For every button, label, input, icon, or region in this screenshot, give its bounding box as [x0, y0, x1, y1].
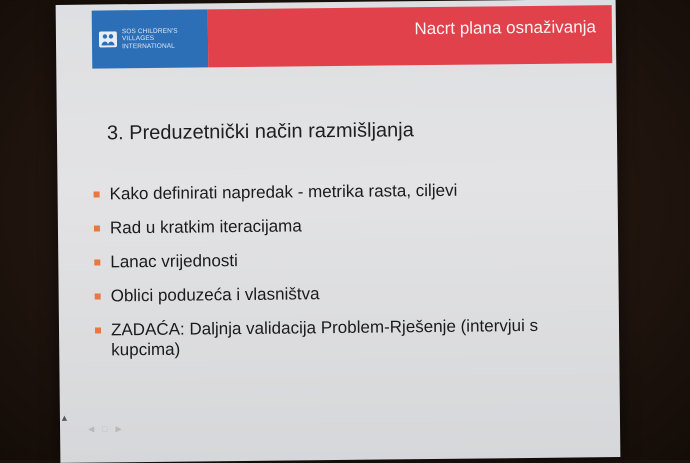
list-item — [95, 281, 595, 306]
logo-line-3: INTERNATIONAL — [122, 42, 175, 51]
header-band — [208, 5, 613, 67]
bullet-text: ZADAĆA: Daljnja validacija Problem-Rješenje (intervjui s kupcima) — [110, 315, 539, 360]
bullet-text: Rad u kratkim iteracijama — [109, 216, 302, 238]
presentation-slide — [56, 0, 621, 463]
slide-heading: 3. Preduzetnički način razmišljanja — [106, 119, 414, 145]
square-bullet-icon — [94, 259, 100, 265]
logo-line-1: SOS CHILDREN'S — [121, 27, 178, 36]
list-item — [94, 247, 594, 272]
list-item — [94, 179, 594, 204]
logo-line-2: VILLAGES — [121, 35, 155, 43]
bullet-list — [94, 179, 596, 374]
sos-logo — [92, 9, 209, 68]
list-item — [95, 315, 595, 360]
square-bullet-icon — [94, 225, 100, 231]
square-bullet-icon — [94, 191, 100, 197]
mouse-pointer-icon: ▲ — [59, 412, 69, 423]
bullet-text: Lanac vrijednosti — [110, 251, 238, 272]
sos-emblem-icon — [98, 30, 118, 48]
list-item — [94, 213, 594, 238]
bullet-text: Kako definirati napredak - metrika rasta, ciljevi — [109, 180, 458, 204]
square-bullet-icon — [95, 293, 101, 299]
square-bullet-icon — [95, 327, 101, 333]
slide-header — [92, 5, 613, 68]
bullet-text: Oblici poduzeća i vlasništva — [110, 284, 320, 306]
logo-wordmark — [122, 27, 178, 50]
slide-controls-icon[interactable]: ◀ □ ▶ — [88, 424, 125, 434]
header-title: Nacrt plana osnaživanja — [414, 17, 596, 39]
